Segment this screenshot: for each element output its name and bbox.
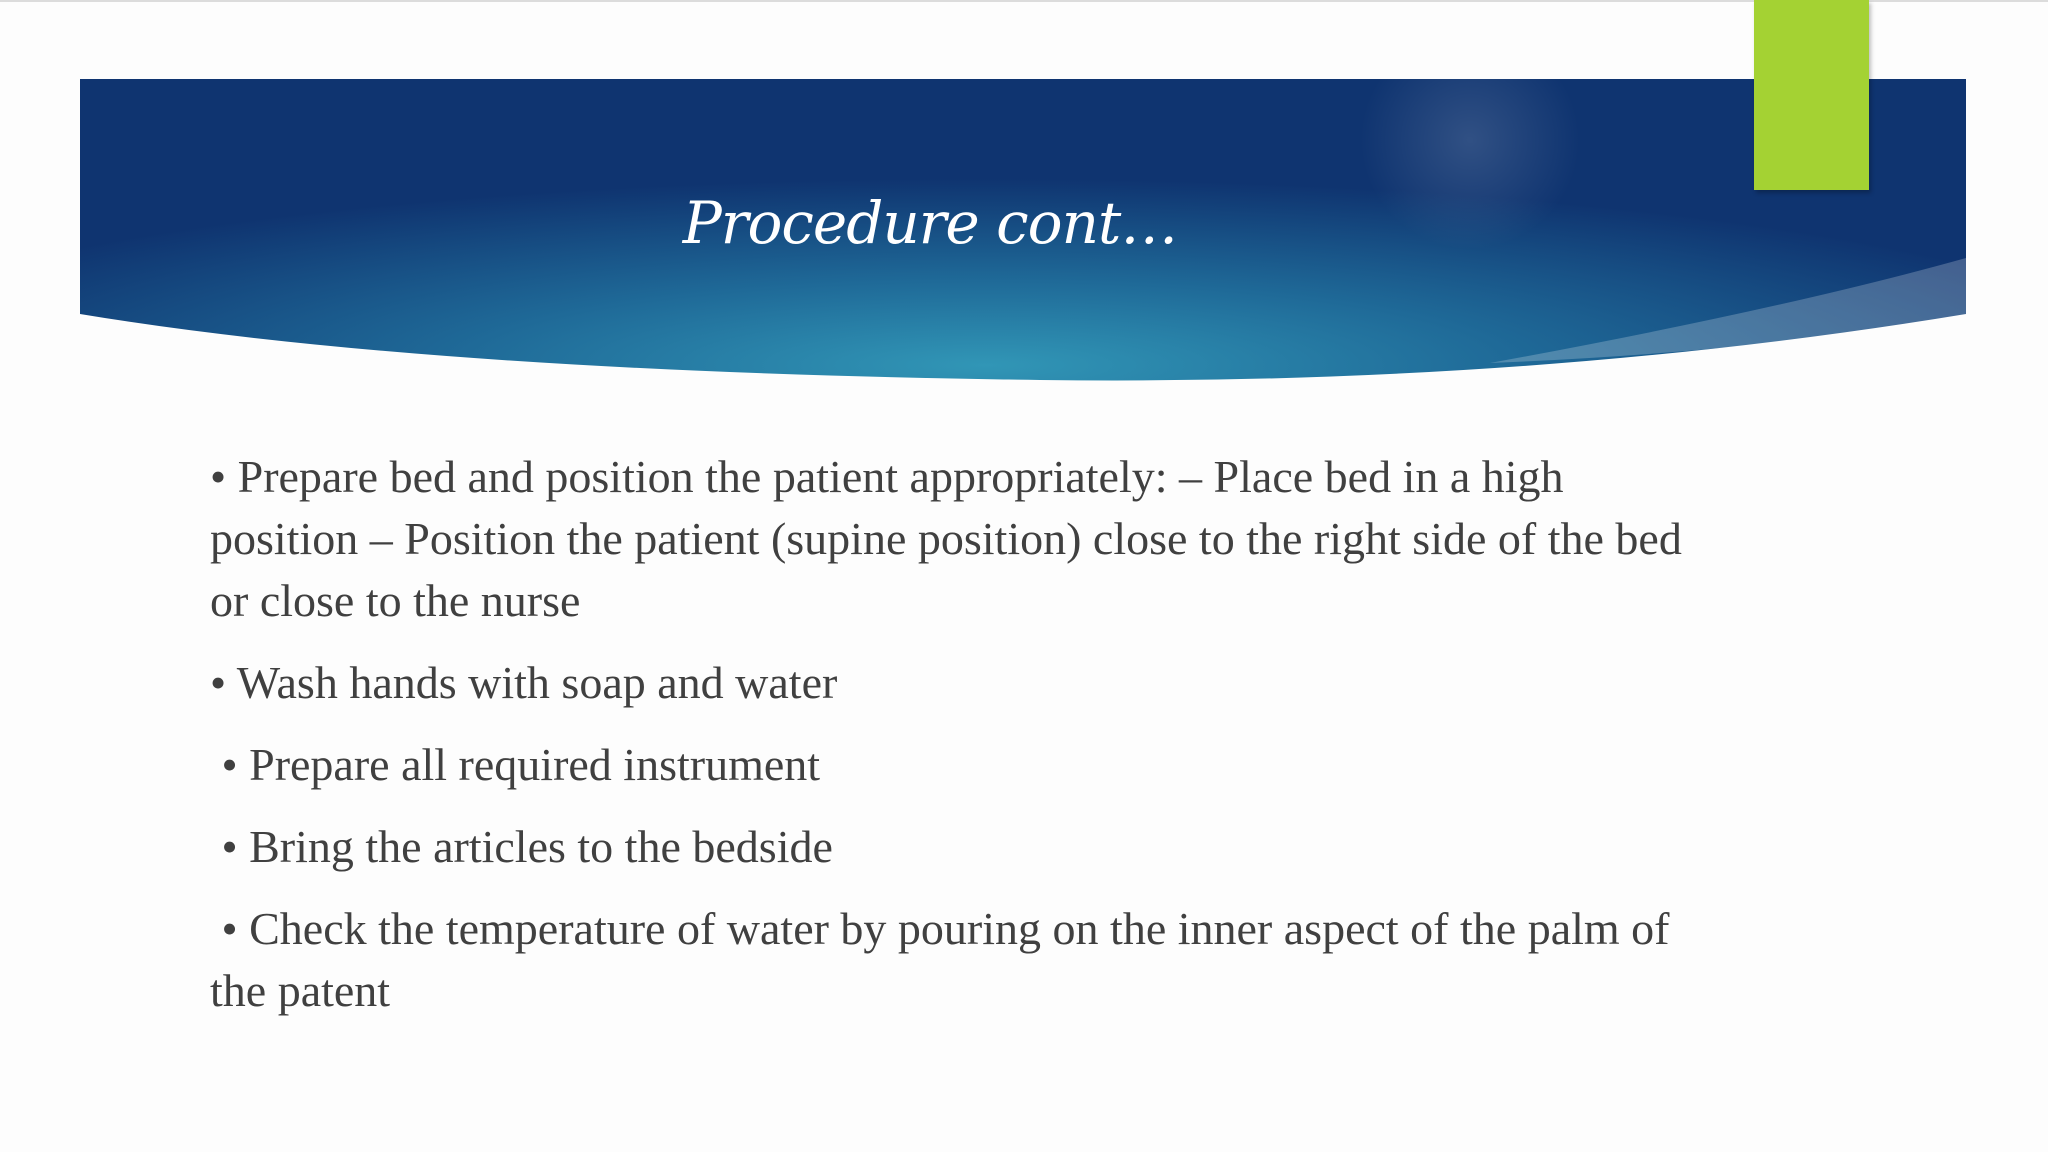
bullet-wash-hands: • Wash hands with soap and water (210, 657, 838, 708)
accent-tab (1754, 0, 1869, 190)
bullet-prepare-instrument: • Prepare all required instrument (210, 739, 821, 790)
bullet-list (210, 446, 1694, 1042)
slide-title: Procedure cont… (682, 189, 1178, 257)
bullet-prepare-bed: • Prepare bed and position the patient appropriately: – Place bed in a high position – Position the patient (supine position) close to the right side of the bed or close to the nurse (210, 451, 1694, 626)
bullet-check-water: • Check the temperature of water by pouring on the inner aspect of the palm of the patent (210, 903, 1681, 1016)
bullet-bring-articles: • Bring the articles to the bedside (210, 821, 833, 872)
